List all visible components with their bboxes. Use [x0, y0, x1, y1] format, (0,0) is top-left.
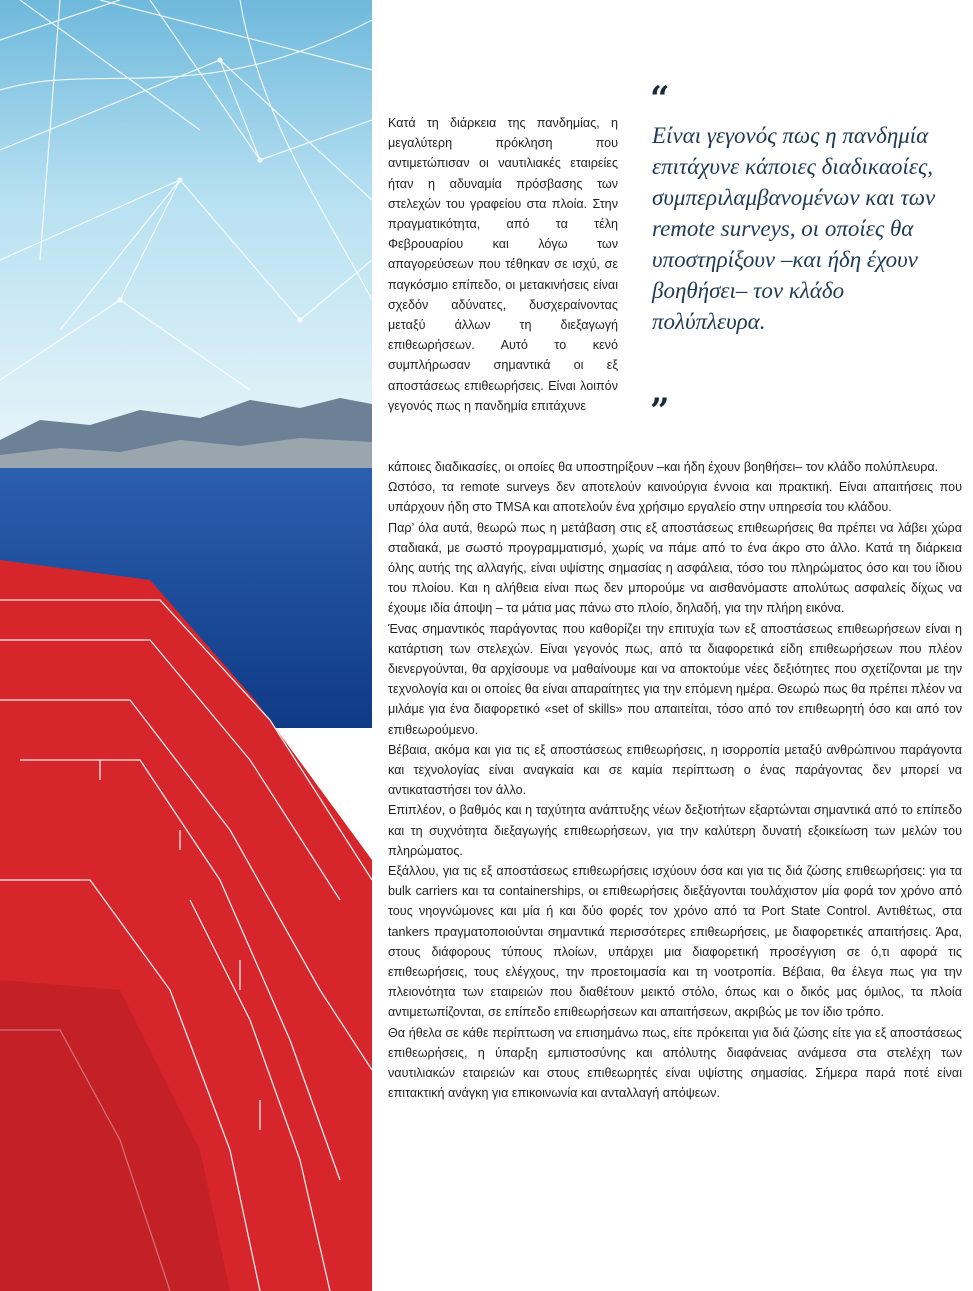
- close-quote-mark: ”: [650, 391, 670, 431]
- body-paragraph: Επιπλέον, ο βαθμός και η ταχύτητα ανάπτυξης νέων δεξιοτήτων εξαρτώνται σημαντικά από το επίπεδο και τη συχνότητα διεξαγωγής επιθεωρήσεων, για την καλύτερη δυνατή εξοικείωση των μελών του πληρώματος.: [388, 803, 962, 858]
- intro-paragraph: Κατά τη διάρκεια της πανδημίας, η μεγαλύτερη πρόκληση που αντιμετώπισαν οι ναυτιλιακές εταιρείες ήταν η αδυναμία πρόσβασης των στελεχών του γραφείου στα πλοία. Στην πραγματικότητα, από τα τέλη Φεβρουαρίου και λόγω των απαγορεύσεων που τέθηκαν σε ισχύ, σε παγκόσμιο επίπεδο, οι μετακινήσεις είναι σχεδόν αδύνατες, δυσχεραίνοντας μεταξύ άλλων τη διεξαγωγή επιθεωρήσεων. Αυτό το κενό συμπλήρωσαν σημαντικά οι εξ αποστάσεως επιθεωρήσεις. Είναι λοιπόν γεγονός πως η πανδημία επιτάχυνε: [388, 116, 618, 413]
- body-paragraph: Παρ’ όλα αυτά, θεωρώ πως η μετάβαση στις εξ αποστάσεως επιθεωρήσεις θα πρέπει να λάβει χώρα σταδιακά, με σωστό προγραμματισμό, χωρίς να πάμε από το ένα άκρο στο άλλο. Κατά τη διάρκεια όλης αυτής της αλλαγής, είναι υψίστης σημασίας η ασφάλεια, τόσο του πληρώματος όσο και του ίδιου του πλοίου. Και η αλήθεια είναι πως δεν μπορούμε να αισθανόμαστε απολύτως ασφαλείς δίχως να έχουμε ιδία άποψη – τα μάτια μας πάνω στο πλοίο, δηλαδή, για την πλήρη εικόνα.: [388, 520, 962, 616]
- open-quote-mark: “: [650, 79, 670, 119]
- article-body-column: [388, 457, 962, 1104]
- body-paragraph: Θα ήθελα σε κάθε περίπτωση να επισημάνω πως, είτε πρόκειται για διά ζώσης είτε για εξ αποστάσεως επιθεωρήσεις, η ύπαρξη εμπιστοσύνης και απόλυτης διαφάνειας ανάμεσα στα στελέχη των ναυτιλιακών εταιρειών και στους επιθεωρητές είναι υψίστης σημασίας. Σήμερα παρά ποτέ είναι επιτακτική ανάγκη για επικοινωνία και ανταλλαγή απόψεων.: [388, 1025, 962, 1101]
- body-paragraph: Εξάλλου, για τις εξ αποστάσεως επιθεωρήσεις ισχύουν όσα και για τις διά ζώσης επιθεωρήσεις: για τα bulk carriers και τα containerships, οι επιθεωρήσεις διεξάγονται τουλάχιστον μία φορά τον χρόνο από τους νηογνώμονες και μία ή και δύο φορές τον χρόνο από τα Port State Control. Αντιθέτως, στα tankers πραγματοποιούνται σημαντικά περισσότερες επιθεωρήσεις, με διαφορετικές απαιτήσεις. Άρα, στους διάφορους τύπους πλοίων, υπάρχει μια διαφορετική προσέγγιση σε ό,τι αφορά τις επιθεωρήσεις, τους ελέγχους, την προετοιμασία και τη νοοτροπία. Βέβαια, θα έλεγα πως για την πλειονότητα των εταιρειών που διαθέτουν μεικτό στόλο, όπως και ο δικός μας όμιλος, τα πλοία αντιμετωπίζονται, σε επίπεδο επιθεωρήσεων και απαιτήσεων, ακριβώς με τον ίδιο τρόπο.: [388, 864, 962, 1020]
- body-paragraph: κάποιες διαδικασίες, οι οποίες θα υποστηρίξουν –και ήδη έχουν βοηθήσει– τον κλάδο πολύπλευρα.: [388, 460, 939, 474]
- body-paragraph: Βέβαια, ακόμα και για τις εξ αποστάσεως επιθεωρήσεις, η ισορροπία μεταξύ ανθρώπινου παράγοντα και τεχνολογίας είναι αναγκαία και σε καμία περίπτωση ο ένας παράγοντας δεν μπορεί να αντικαταστήσει τον άλλο.: [388, 742, 962, 798]
- pull-quote-text: Είναι γεγονός πως η πανδημία επιτάχυνε κάποιες διαδικαoίες, συμπεριλαμβανομένων και των remote surveys, οι οποίες θα υποστηρίξουν –και ήδη έχουν βοηθήσει– τον κλάδο πολύπλευρα.: [652, 123, 936, 334]
- body-paragraph: Ένας σημαντικός παράγοντας που καθορίζει την επιτυχία των εξ αποστάσεως επιθεωρήσεων είναι η κατάρτιση των στελεχών. Είναι γεγονός πως, από τα διαφορετικά είδη επιθεωρήσεων που πλέον διενεργούνται, θα αρχίσουμε να μαθαίνουμε και να αποκτούμε νέες δεξιότητες που σχετίζονται με την τεχνολογία και οι οποίες θα είναι απαραίτητες για την επόμενη ημέρα. Θεωρώ πως θα πρέπει πλέον να μιλάμε για ένα διαφορετικό «set of skills» που απαιτείται, τόσο από τον επιθεωρητή όσο και από τον επιθεωρούμενο.: [388, 621, 962, 737]
- body-paragraph: Ωστόσο, τα remote surveys δεν αποτελούν καινούργια έννοια και πρακτική. Είναι απαιτήσεις που υπάρχουν ήδη στο TMSA και αποτελούν ένα χρήσιμο εργαλείο στην υπηρεσία του κλάδου.: [388, 480, 962, 515]
- article-intro-column: [388, 113, 618, 416]
